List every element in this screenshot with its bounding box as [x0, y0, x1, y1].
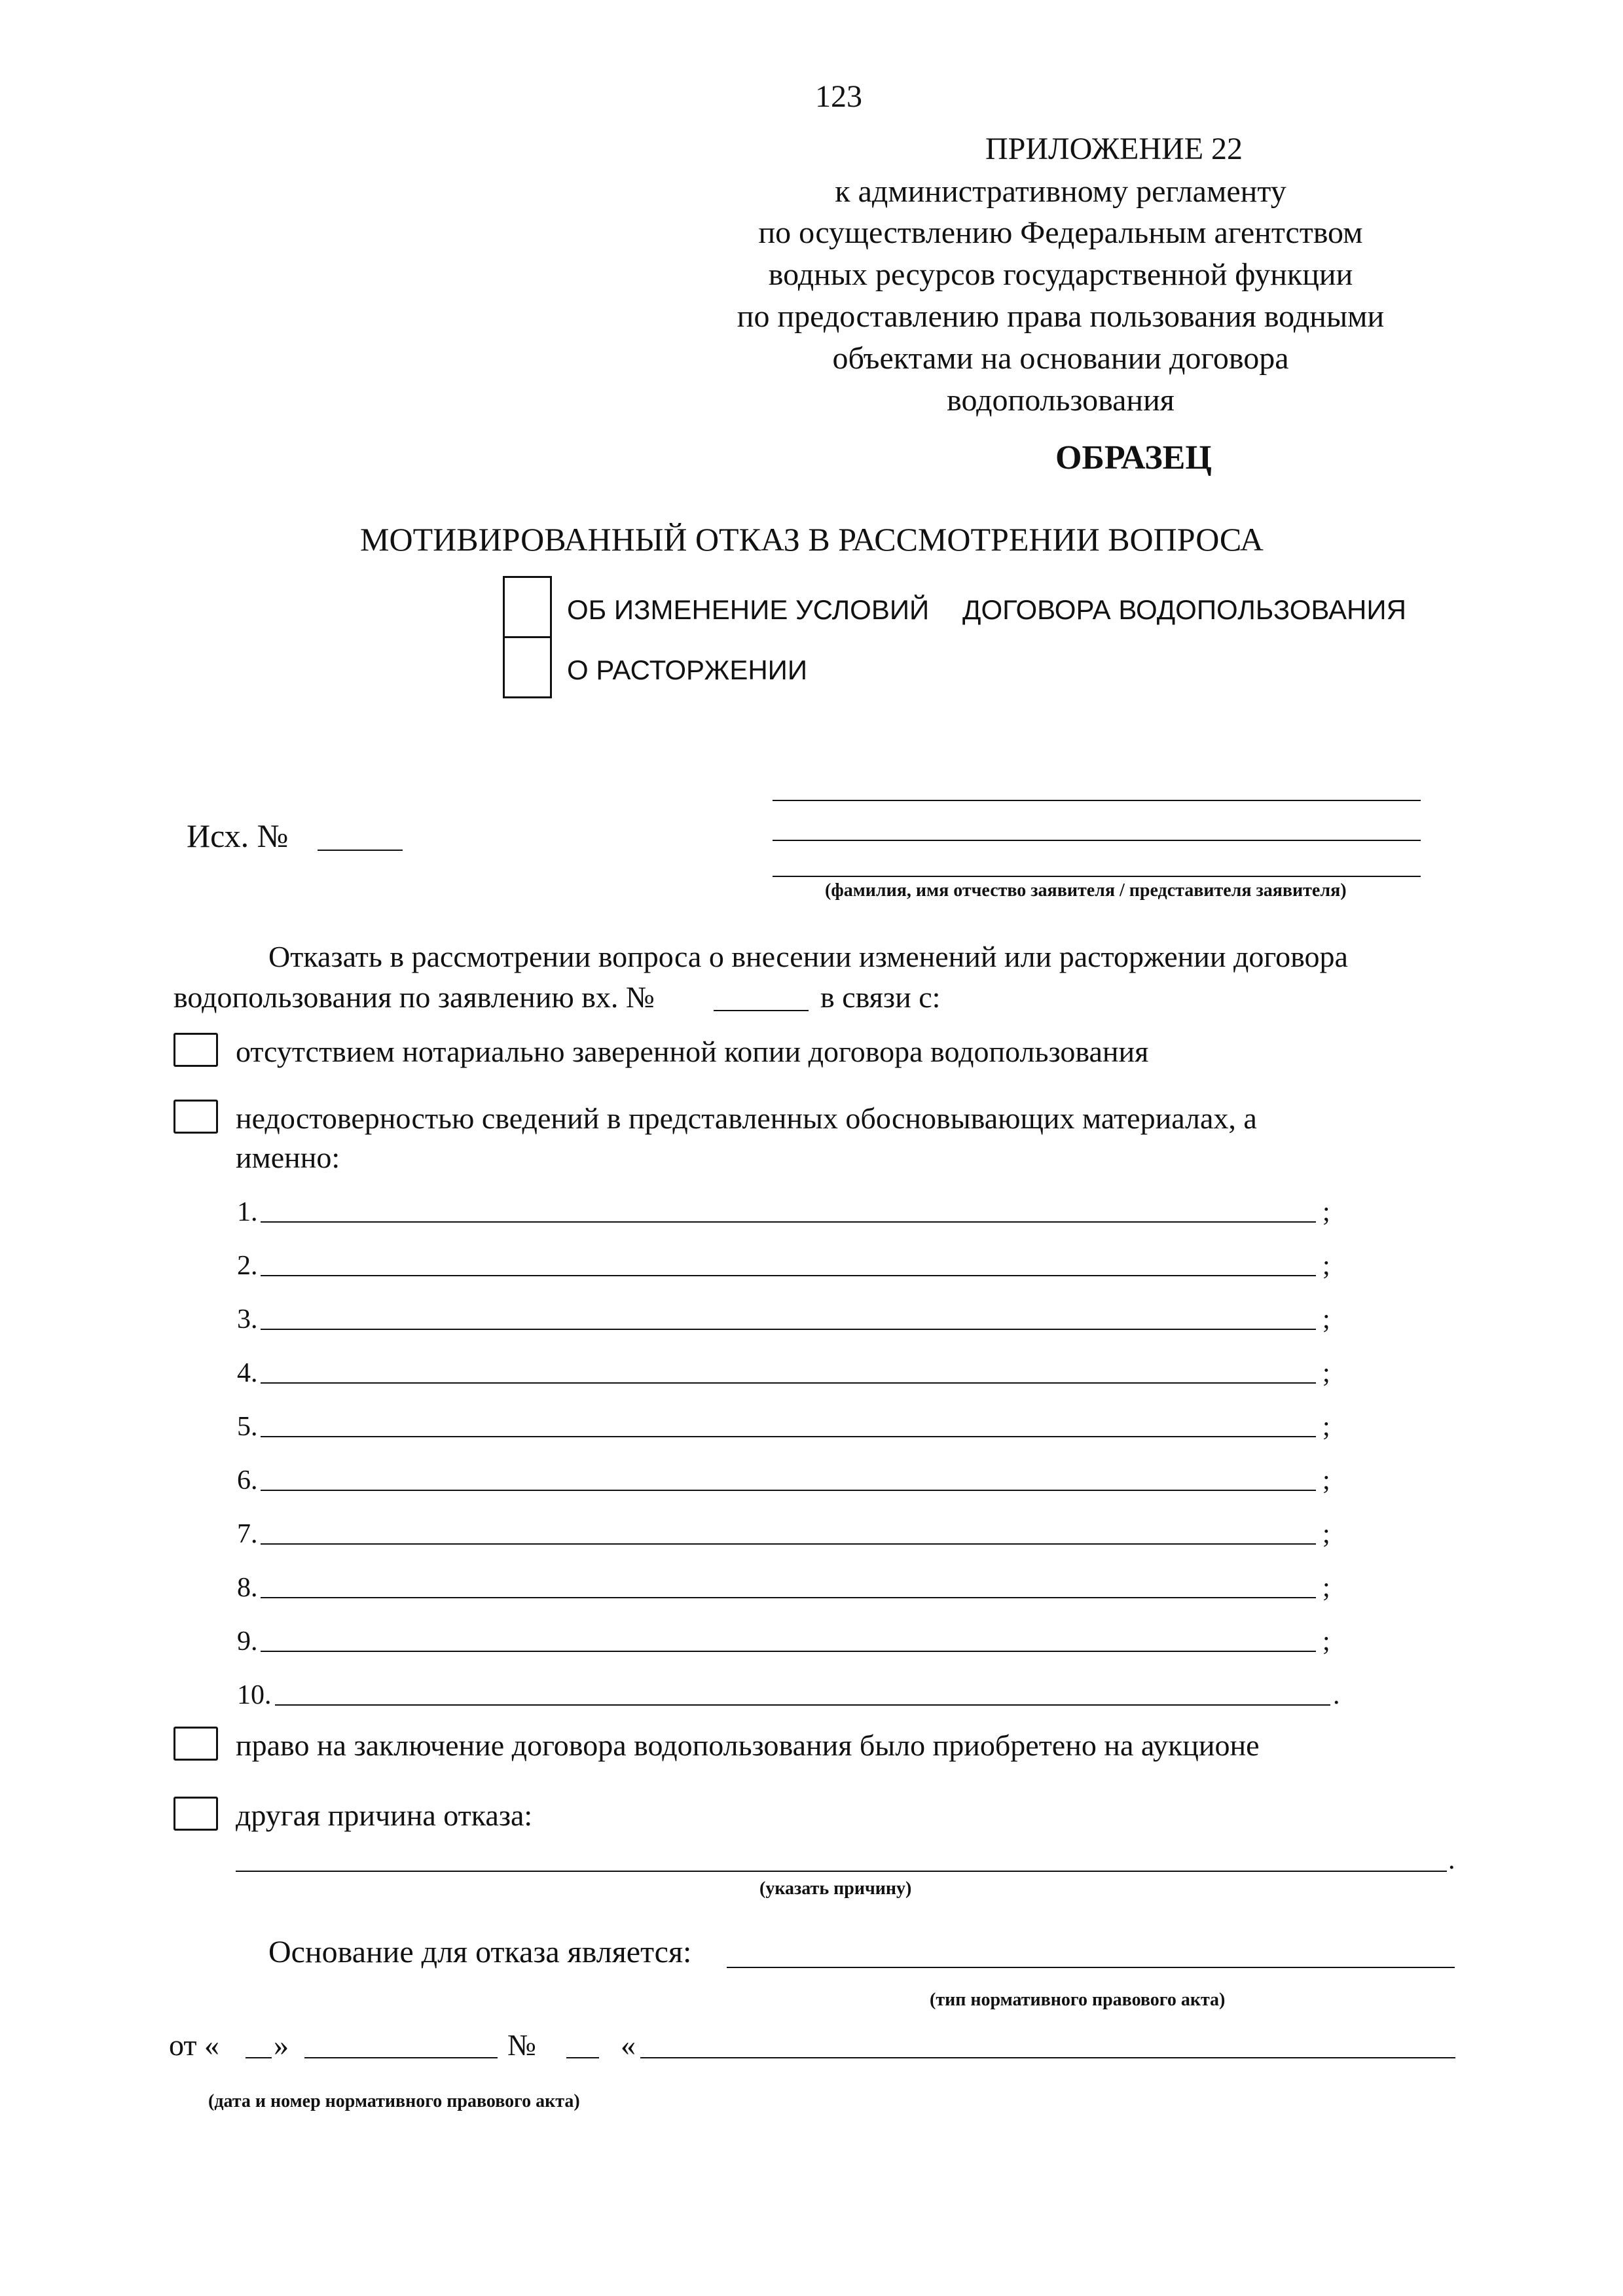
- item-line[interactable]: [261, 1329, 1316, 1330]
- document-title: МОТИВИРОВАННЫЙ ОТКАЗ В РАССМОТРЕНИИ ВОПРОСА: [360, 521, 1264, 558]
- item-line[interactable]: [261, 1436, 1316, 1437]
- basis-day-field[interactable]: [246, 2057, 272, 2058]
- item-end: ;: [1322, 1304, 1330, 1335]
- incoming-number-field[interactable]: [714, 1010, 809, 1011]
- basis-number-sign: №: [507, 2028, 536, 2062]
- item-line[interactable]: [261, 1382, 1316, 1384]
- applicant-line-2[interactable]: [773, 840, 1421, 841]
- header-line: объектами на основании договора: [832, 341, 1289, 376]
- item-end: ;: [1322, 1197, 1330, 1227]
- reason-auction-checkbox[interactable]: [173, 1727, 218, 1761]
- header-line: водопользования: [947, 383, 1175, 418]
- item-number: 4.: [237, 1358, 258, 1388]
- header-line: водных ресурсов государственной функции: [768, 257, 1353, 292]
- body-line-2-start: водопользования по заявлению вх. №: [173, 980, 655, 1014]
- body-line-2-end: в связи с:: [820, 980, 941, 1014]
- reason-notary-checkbox[interactable]: [173, 1033, 218, 1067]
- item-number: 8.: [237, 1573, 258, 1603]
- reason-other: другая причина отказа:: [236, 1799, 533, 1832]
- outgoing-number-label: Исх. №: [187, 817, 289, 854]
- other-reason-end: .: [1448, 1845, 1455, 1875]
- item-end: ;: [1322, 1358, 1330, 1388]
- body-line-1: Отказать в рассмотрении вопроса о внесении изменений или расторжении договора: [268, 940, 1348, 973]
- item-end: ;: [1322, 1573, 1330, 1603]
- item-number: 10.: [237, 1680, 272, 1710]
- basis-date-caption: (дата и номер нормативного правового акта): [208, 2091, 580, 2111]
- basis-type-field[interactable]: [727, 1967, 1455, 1968]
- applicant-line-3[interactable]: [773, 876, 1421, 877]
- change-terms-checkbox[interactable]: [503, 576, 552, 638]
- item-end: ;: [1322, 1251, 1330, 1281]
- item-line[interactable]: [275, 1704, 1330, 1706]
- item-number: 7.: [237, 1519, 258, 1549]
- item-end: ;: [1322, 1412, 1330, 1442]
- basis-quote-open: «: [621, 2028, 636, 2062]
- item-line[interactable]: [261, 1651, 1316, 1652]
- basis-title-field[interactable]: [640, 2057, 1455, 2058]
- reason-auction: право на заключение договора водопользования было приобретено на аукционе: [236, 1729, 1260, 1762]
- item-number: 3.: [237, 1304, 258, 1335]
- reason-unreliable-line-1: недостоверностью сведений в представленных обосновывающих материалах, а: [236, 1102, 1257, 1135]
- other-reason-field[interactable]: [236, 1871, 1447, 1872]
- sample-label: ОБРАЗЕЦ: [1055, 439, 1212, 476]
- basis-number-field[interactable]: [566, 2057, 599, 2058]
- item-end: ;: [1322, 1465, 1330, 1496]
- item-line[interactable]: [261, 1275, 1316, 1276]
- item-end: ;: [1322, 1519, 1330, 1549]
- header-line: по предоставлению права пользования водными: [737, 299, 1385, 334]
- termination-checkbox[interactable]: [503, 636, 552, 698]
- appendix-title: ПРИЛОЖЕНИЕ 22: [985, 132, 1243, 166]
- reason-other-checkbox[interactable]: [173, 1797, 218, 1831]
- outgoing-number-field[interactable]: [318, 850, 403, 851]
- item-number: 5.: [237, 1412, 258, 1442]
- applicant-line-1[interactable]: [773, 800, 1421, 801]
- header-line: по осуществлению Федеральным агентством: [758, 215, 1363, 250]
- header-line: к административному регламенту: [835, 174, 1286, 209]
- basis-from-label: от «: [169, 2028, 219, 2062]
- item-number: 6.: [237, 1465, 258, 1496]
- basis-label: Основание для отказа является:: [268, 1935, 692, 1969]
- item-line[interactable]: [261, 1543, 1316, 1545]
- reason-unreliable-checkbox[interactable]: [173, 1100, 218, 1134]
- basis-quote-close: »: [274, 2028, 289, 2062]
- item-number: 1.: [237, 1197, 258, 1227]
- page-number: 123: [815, 79, 862, 114]
- item-line[interactable]: [261, 1597, 1316, 1598]
- item-end: ;: [1322, 1626, 1330, 1657]
- option-change-terms: ОБ ИЗМЕНЕНИЕ УСЛОВИЙ: [567, 594, 930, 625]
- option-termination: О РАСТОРЖЕНИИ: [567, 655, 808, 685]
- option-contract: ДОГОВОРА ВОДОПОЛЬЗОВАНИЯ: [962, 594, 1406, 625]
- applicant-caption: (фамилия, имя отчество заявителя / представителя заявителя): [825, 880, 1347, 901]
- item-number: 9.: [237, 1626, 258, 1657]
- item-line[interactable]: [261, 1490, 1316, 1491]
- item-last-end: .: [1333, 1680, 1340, 1710]
- basis-type-caption: (тип нормативного правового акта): [930, 1990, 1226, 2010]
- item-number: 2.: [237, 1251, 258, 1281]
- reason-notary: отсутствием нотариально заверенной копии договора водопользования: [236, 1035, 1149, 1068]
- item-line[interactable]: [261, 1221, 1316, 1223]
- other-reason-caption: (указать причину): [759, 1878, 912, 1899]
- reason-unreliable-line-2: именно:: [236, 1141, 340, 1174]
- basis-date-field[interactable]: [304, 2057, 498, 2058]
